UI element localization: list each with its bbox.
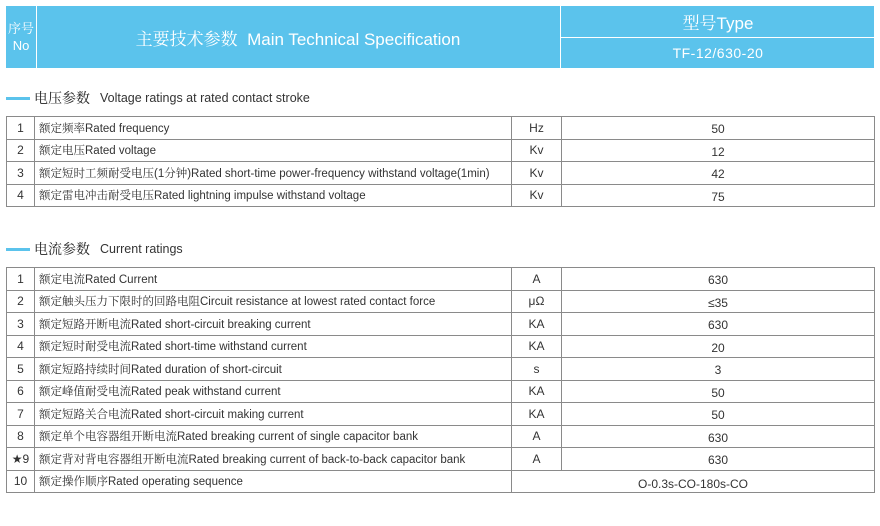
row-description: 额定单个电容器组开断电流Rated breaking current of single capacitor bank [35,425,512,448]
row-unit: A [512,425,562,448]
row-unit: KA [512,313,562,336]
table-row [7,470,875,493]
row-unit: s [512,358,562,381]
row-number: 7 [7,403,35,426]
row-value: 630 [562,268,875,291]
table-row [7,448,875,471]
row-description: 额定短时工频耐受电压(1分钟)Rated short-time power-frequency withstand voltage(1min) [35,162,512,185]
row-number: 1 [7,268,35,291]
section-accent-bar [6,97,30,100]
table-row [7,335,875,358]
header-no-cell [6,6,37,68]
row-number: 2 [7,290,35,313]
row-number: ★9 [7,448,35,471]
header-type-box [560,6,875,68]
row-number: 4 [7,184,35,207]
row-description: 额定短路开断电流Rated short-circuit breaking current [35,313,512,336]
row-unit: Kv [512,139,562,162]
row-description: 额定雷电冲击耐受电压Rated lightning impulse withstand voltage [35,184,512,207]
row-value: 42 [562,162,875,185]
table-row [7,313,875,336]
row-value: 630 [562,313,875,336]
row-number: 5 [7,358,35,381]
row-unit: Kv [512,184,562,207]
row-value: 20 [562,335,875,358]
table-row [7,380,875,403]
row-description: 额定短路关合电流Rated short-circuit making current [35,403,512,426]
table-row [7,403,875,426]
table-row [7,358,875,381]
voltage-title-zh: 电压参数 [34,90,90,106]
row-unit: KA [512,335,562,358]
row-description: 额定频率Rated frequency [35,117,512,140]
row-number: 3 [7,313,35,336]
current-section-title [6,239,183,259]
table-row [7,184,875,207]
row-value: 50 [562,117,875,140]
row-value: ≤35 [562,290,875,313]
header-no-zh: 序号 [7,21,34,36]
row-value: 50 [562,403,875,426]
row-value: 630 [562,448,875,471]
current-table [6,267,875,493]
header-no-en: No [12,38,30,53]
row-description: 额定背对背电容器组开断电流Rated breaking current of back-to-back capacitor bank [35,448,512,471]
section-accent-bar [6,248,30,251]
row-description: 额定电流Rated Current [35,268,512,291]
table-row [7,139,875,162]
header-title: 主要技术参数 Main Technical Specification [135,29,461,49]
voltage-section-title [6,88,310,108]
current-title-en: Current ratings [100,242,183,256]
row-description: 额定触头压力下限时的回路电阻Circuit resistance at lowest rated contact force [35,290,512,313]
row-value: 630 [562,425,875,448]
row-value: 3 [562,358,875,381]
row-description: 额定短时耐受电流Rated short-time withstand current [35,335,512,358]
spec-header [6,6,874,68]
table-row [7,162,875,185]
row-number: 10 [7,470,35,493]
row-description: 额定峰值耐受电流Rated peak withstand current [35,380,512,403]
table-row [7,425,875,448]
row-unit: A [512,268,562,291]
row-unit: Kv [512,162,562,185]
header-model: TF-12/630-20 [672,45,764,61]
table-row [7,290,875,313]
table-row [7,117,875,140]
row-number: 4 [7,335,35,358]
row-number: 6 [7,380,35,403]
row-number: 1 [7,117,35,140]
header-type-label: 型号Type [561,6,875,38]
row-number: 3 [7,162,35,185]
row-value: 12 [562,139,875,162]
voltage-title-en: Voltage ratings at rated contact stroke [100,91,310,105]
table-row [7,268,875,291]
row-value: 75 [562,184,875,207]
row-unit: A [512,448,562,471]
row-description: 额定电压Rated voltage [35,139,512,162]
row-value: O-0.3s-CO-180s-CO [512,470,875,493]
row-value: 50 [562,380,875,403]
row-number: 2 [7,139,35,162]
voltage-table [6,116,875,207]
row-number: 8 [7,425,35,448]
row-description: 额定操作顺序Rated operating sequence [35,470,512,493]
row-description: 额定短路持续时间Rated duration of short-circuit [35,358,512,381]
row-unit: KA [512,403,562,426]
row-unit: KA [512,380,562,403]
row-unit: μΩ [512,290,562,313]
row-unit: Hz [512,117,562,140]
current-title-zh: 电流参数 [34,241,90,257]
